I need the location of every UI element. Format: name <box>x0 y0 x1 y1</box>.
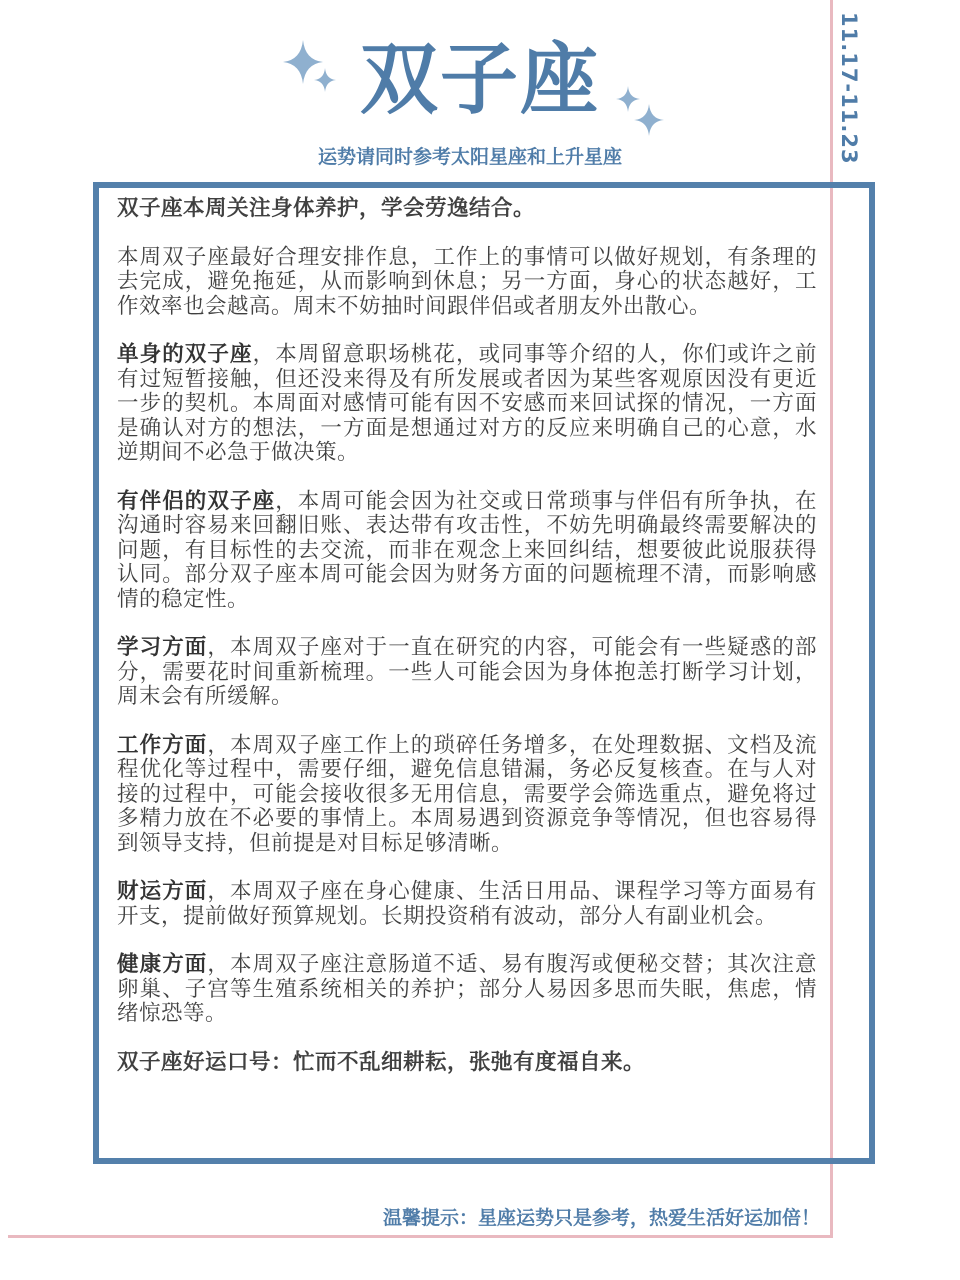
page-title: 双子座 <box>359 35 600 125</box>
section-label: 学习方面 <box>117 635 208 660</box>
section-text: ，本周双子座工作上的琐碎任务增多，在处理数据、文档及流程优化等过程中，需要仔细，避免信息错漏，务必反复核查。在与人对接的过程中，可能会接收很多无用信息，需要学会筛选重点，避免将过多精力放在不必要的事情上。本周易遇到资源竞争等情况，但也容易得到领导支持，但前提是对目标足够清晰。 <box>117 732 817 856</box>
section-label: 工作方面 <box>117 732 208 758</box>
section-label: 有伴侣的双子座 <box>117 488 276 514</box>
section-finance <box>117 880 817 929</box>
section-text: ，本周留意职场桃花，或同事等介绍的人，你们或许之前有过短暂接触，但还没来得及有所发展或者因为某些客观原因没有更近一步的契机。本周面对感情可能有因不安感而来回试探的情况，一方面是确认对方的想法，一方面是想通过对方的反应来明确自己的心意，水逆期间不必急于做决策。 <box>117 342 817 465</box>
section-text: ，本周双子座对于一直在研究的内容，可能会有一些疑惑的部分，需要花时间重新梳理。一些人可能会因为身体抱恙打断学习计划，周末会有所缓解。 <box>117 635 817 709</box>
sparkle-icon-small-left <box>314 68 336 92</box>
pink-horizontal-line <box>8 1235 833 1238</box>
section-health <box>117 953 817 1027</box>
section-partnered <box>117 490 817 613</box>
section-label: 单身的双子座 <box>117 342 253 367</box>
sparkle-icon-large-right <box>634 104 664 136</box>
section-label: 健康方面 <box>117 952 208 977</box>
intro-paragraph: 本周双子座最好合理安排作息，工作上的事情可以做好规划，有条理的去完成，避免拖延，从而影响到休息；另一方面，身心的状态越好，工作效率也会越高。周末不妨抽时间跟伴侣或者朋友外出散心。 <box>117 244 817 319</box>
lucky-slogan: 双子座好运口号：忙而不乱细耕耘，张弛有度福自来。 <box>117 1049 646 1075</box>
section-label: 财运方面 <box>117 879 208 904</box>
section-study <box>117 636 817 710</box>
section-work <box>117 734 817 857</box>
section-single <box>117 343 817 466</box>
date-range: 11.17-11.23 <box>837 12 861 165</box>
section-text: ，本周双子座注意肠道不适、易有腹泻或便秘交替；其次注意卵巢、子宫等生殖系统相关的养护；部分人易因多思而失眠，焦虑，情绪惊恐等。 <box>117 952 817 1026</box>
horoscope-content <box>117 197 817 1099</box>
subtitle: 运势请同时参考太阳星座和上升星座 <box>317 146 622 168</box>
section-text: ，本周双子座在身心健康、生活日用品、课程学习等方面易有开支，提前做好预算规划。长期投资稍有波动，部分人有副业机会。 <box>117 879 817 929</box>
section-text: ，本周可能会因为社交或日常琐事与伴侣有所争执，在沟通时容易来回翻旧账、表达带有攻击性，不妨先明确最终需要解决的问题，有目标性的去交流，而非在观念上来回纠结，想要彼此说服获得认同。部分双子座本周可能会因为财务方面的问题梳理不清，而影响感情的稳定性。 <box>117 488 817 612</box>
footer-tip: 温馨提示：星座运势只是参考，热爱生活好运加倍！ <box>382 1207 820 1229</box>
headline: 双子座本周关注身体养护，学会劳逸结合。 <box>117 196 536 221</box>
